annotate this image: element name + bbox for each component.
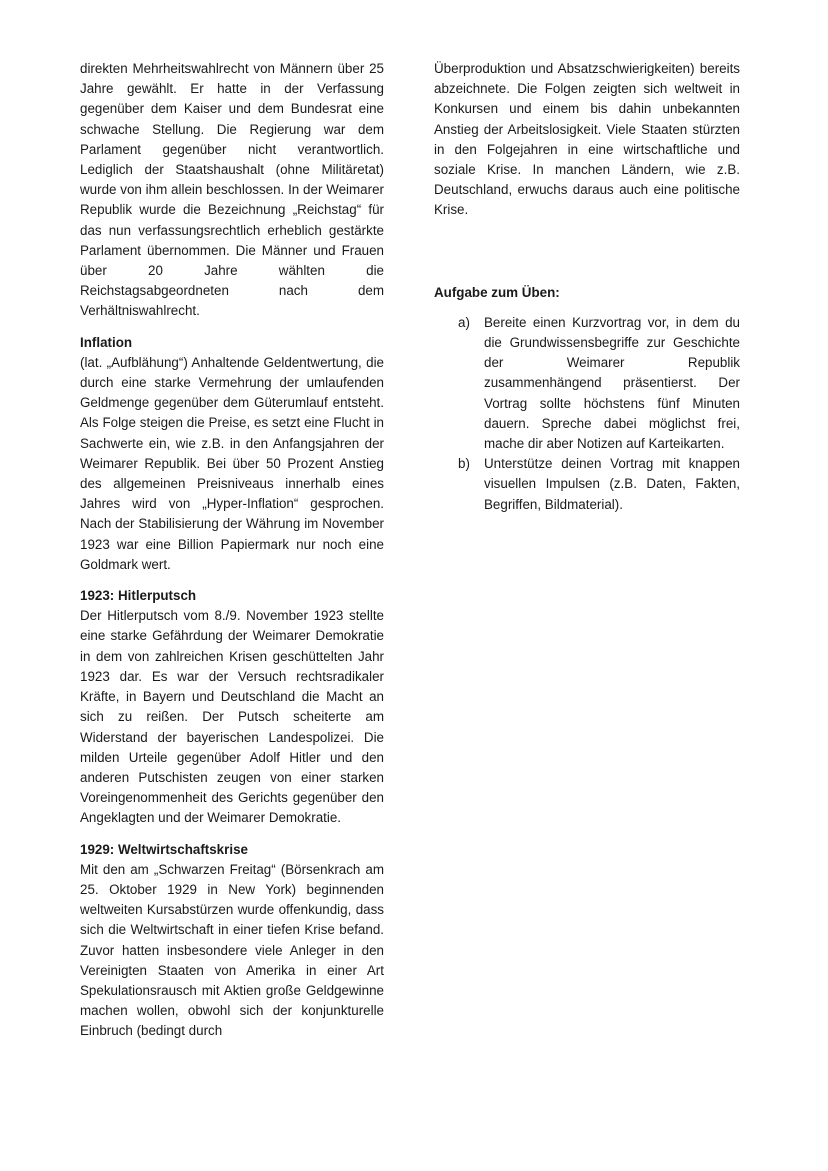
continuation-paragraph: Überproduktion und Absatzschwierigkeiten) bereits abzeichnete. Die Folgen zeigten sich weltweit in Konkursen und einem bis dahin unbekannten Anstieg der Arbeitslosigkeit. Viele Staaten stürzten in den Folgejahren in eine wirtschaftliche und soziale Krise. In manchen Ländern, wie z.B. Deutschland, erwuchs daraus auch eine politische Krise. xyxy=(434,61,740,218)
section-inflation xyxy=(80,333,384,575)
task-heading: Aufgabe zum Üben: xyxy=(434,284,560,300)
task-text: Bereite einen Kurzvortrag vor, in dem du die Grundwissensbegriffe zur Geschichte der Weimarer Republik zusammenhängend präsentierst. Der Vortrag sollte höchstens fünf Minuten dauern. Spreche dabei möglichst frei, mache dir aber Notizen auf Karteikarten. xyxy=(484,314,740,452)
section-hitlerputsch xyxy=(80,586,384,828)
section-text: Der Hitlerputsch vom 8./9. November 1923 stellte eine starke Gefährdung der Weimarer Demokratie in dem von zahlreichen Krisen geschüttelten Jahr 1923 dar. Es war der Versuch rechtsradikaler Kräfte, in Bayern und Deutschland die Macht an sich zu reißen. Der Putsch scheiterte am Widerstand der bayerischen Landespolizei. Die milden Urteile gegenüber Adolf Hitler und den anderen Putschisten zeugen von einer starken Voreingenommenheit des Gerichts gegenüber den Angeklagten und der Weimarer Demokratie. xyxy=(80,608,384,826)
section-weltwirtschaftskrise xyxy=(80,840,384,1042)
section-heading: Inflation xyxy=(80,334,133,350)
intro-paragraph: direkten Mehrheitswahlrecht von Männern über 25 Jahre gewählt. Er hatte in der Verfassung gegenüber dem Kaiser und dem Bundesrat eine schwache Stellung. Die Regierung war dem Parlament gegenüber nicht verantwortlich. Lediglich der Staatshaushalt (ohne Militäretat) wurde von ihm allein beschlossen. In der Weimarer Republik wurde die Bezeichnung „Reichstag“ für das nun verfassungsrechtlich erheblich gestärkte Parlament übernommen. Die Männer und Frauen über 20 Jahre wählten die Reichstagsabgeordneten nach dem Verhältniswahlrecht. xyxy=(80,61,384,319)
task-item-a xyxy=(434,313,740,454)
task-list xyxy=(434,313,740,515)
task-text: Unterstütze deinen Vortrag mit knappen visuellen Impulsen (z.B. Daten, Fakten, Begriffen, Bildmaterial). xyxy=(484,456,740,512)
task-letter: a) xyxy=(458,314,470,330)
left-column xyxy=(80,59,384,1042)
section-heading: 1929: Weltwirtschaftskrise xyxy=(80,841,248,857)
section-text: Mit den am „Schwarzen Freitag“ (Börsenkrach am 25. Oktober 1929 in New York) beginnenden weltweiten Kursabstürzen wurde offenkundig, dass sich die Weltwirtschaft in einer tiefen Krise befand. Zuvor hatten insbesondere viele Anleger in den Vereinigten Staaten von Amerika in einer Art Spekulationsrausch mit Aktien große Geldgewinne machen wollen, obwohl sich der konjunkturelle Einbruch (bedingt durch xyxy=(80,861,384,1039)
task-item-b xyxy=(434,454,740,515)
section-text: (lat. „Aufblähung“) Anhaltende Geldentwertung, die durch eine starke Vermehrung der umlaufenden Geldmenge gegenüber dem Güterumlauf entsteht. Als Folge steigen die Preise, es setzt eine Flucht in Sachwerte ein, wie z.B. in den Anfangsjahren der Weimarer Republik. Bei über 50 Prozent Anstieg des allgemeinen Preisniveaus innerhalb eines Jahres wird von „Hyper-Inflation“ gesprochen. Nach der Stabilisierung der Währung im November 1923 war eine Billion Papiermark nur noch eine Goldmark wert. xyxy=(80,354,384,572)
right-column xyxy=(434,59,740,515)
section-heading: 1923: Hitlerputsch xyxy=(80,588,197,604)
task-letter: b) xyxy=(458,456,470,472)
